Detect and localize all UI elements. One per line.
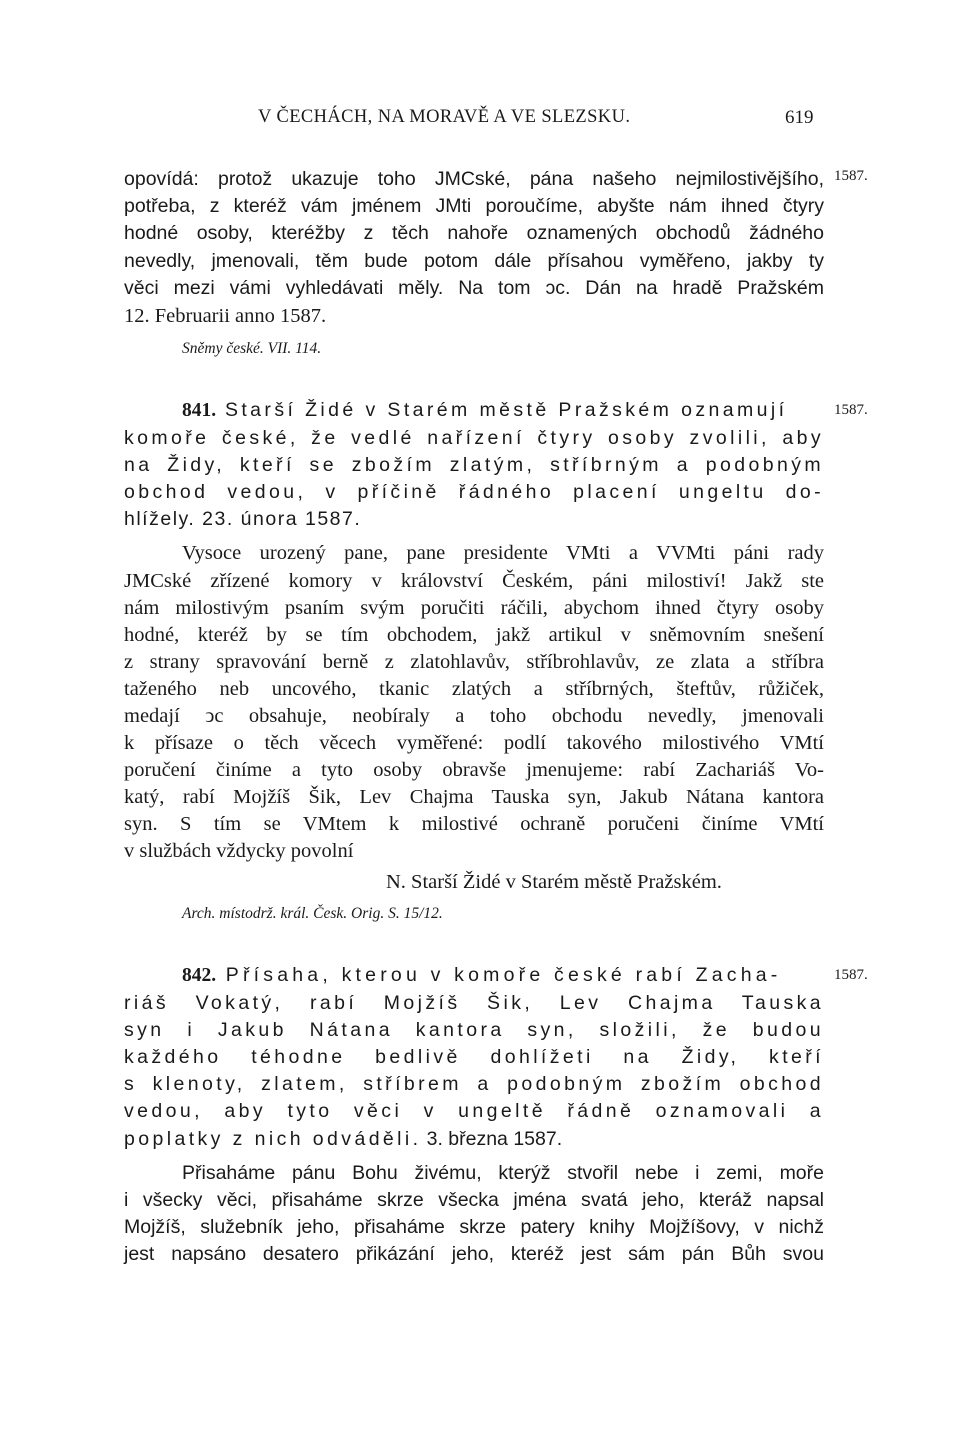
page-number: 619 (785, 107, 814, 128)
text-line: opovídá: protož ukazuje toho JMCské, pána našeho nejmilostivějšího, (124, 168, 824, 190)
document-heading (182, 966, 781, 986)
signature: N. Starší Židé v Starém městě Pražském. (386, 871, 722, 893)
heading-line: s klenoty, zlatem, stříbrem a podobným zbožím obchod (124, 1073, 824, 1095)
body-line: k přísaze o těch věcech vyměřené: podlí takového milostivého VMtí (124, 732, 824, 754)
body-line: v službách vždycky povolní (124, 840, 354, 862)
document-heading (182, 401, 787, 421)
body-line: Vysoce urozený pane, pane presidente VMti a VVMti páni rady (182, 542, 824, 564)
document-number: 842. (182, 965, 217, 986)
body-line: Mojžíš, služebník jeho, přisaháme skrze patery knihy Mojžíšovy, v nichž (124, 1216, 824, 1238)
heading-text: Starší Židé v Starém městě Pražském oznamují (224, 399, 788, 421)
text-line: 12. Februarii anno 1587. (124, 305, 327, 327)
text-line: hodné osoby, kteréžby z těch nahoře oznamených obchodů žádného (124, 222, 824, 244)
heading-text: Přísaha, kterou v komoře české rabí Zacha- (225, 964, 782, 986)
heading-text: poplatky z nich odváděli. (124, 1128, 422, 1150)
heading-line: vedou, aby tyto věci v ungeltě řádně oznamovali a (124, 1100, 824, 1122)
text-line: potřeba, z kteréž vám jménem JMti poroučíme, abyšte nám ihned čtyry (124, 195, 824, 217)
heading-line: hlížely. 23. února 1587. (124, 508, 362, 530)
body-line: katý, rabí Mojžíš Šik, Lev Chajma Tauska syn, Jakub Nátana kantora (124, 786, 824, 808)
text-line: věci mezi vámi vyhledávati měly. Na tom ͻc. Dán na hradě Pražském (124, 277, 824, 299)
heading-line: na Židy, kteří se zbožím zlatým, stříbrným a podobným (124, 454, 824, 476)
heading-line: komoře české, že vedlé nařízení čtyry osoby zvolili, aby (124, 427, 824, 449)
document-number: 841. (182, 400, 217, 421)
body-line: taženého neb uncového, tkanic zlatých a stříbrných, šteftův, růžiček, (124, 678, 824, 700)
margin-year: 1587. (834, 168, 868, 184)
body-line: syn. S tím se VMtem k milostivé ochraně poručeni činíme VMtí (124, 813, 824, 835)
text-line: nevedly, jmenovali, těm bude potom dále přísahou vyměřeno, jakby ty (124, 250, 824, 272)
heading-line: obchod vedou, v příčině řádného placení ungeltu do- (124, 481, 824, 503)
body-line: i všecky věci, přisaháme skrze všecka jména svatá jeho, kteráž napsal (124, 1189, 824, 1211)
body-line: nám milostivým psaním svým poručiti ráčili, abychom ihned čtyry osoby (124, 597, 824, 619)
body-line: poručení činíme a tyto osoby obravše jmenujeme: rabí Zachariáš Vo- (124, 759, 824, 781)
body-line: jest napsáno desatero přikázání jeho, kteréž jest sám pán Bůh svou (124, 1243, 824, 1265)
heading-line: syn i Jakub Nátana kantora syn, složili, že budou (124, 1019, 824, 1041)
body-line: Přisaháme pánu Bohu živému, kterýž stvořil nebe i zemi, moře (182, 1162, 824, 1184)
source-citation: Sněmy české. VII. 114. (182, 340, 322, 357)
heading-line: každého téhodne bedlivě dohlížeti na Židy, kteří (124, 1046, 824, 1068)
heading-line-last (124, 1129, 562, 1150)
body-line: JMCské zřízené komory v království Českém, páni milostiví! Jakž ste (124, 570, 824, 592)
body-line: z strany spravování berně z zlatohlavův, stříbrohlavův, ze zlata a stříbra (124, 651, 824, 673)
body-line: medají ͻc obsahuje, neobíraly a toho obchodu nevedly, jmenovali (124, 705, 824, 727)
heading-line: riáš Vokatý, rabí Mojžíš Šik, Lev Chajma Tauska (124, 992, 824, 1014)
source-citation: Arch. místodrž. král. Česk. Orig. S. 15/12. (182, 905, 443, 922)
margin-year: 1587. (834, 967, 868, 983)
heading-date: 3. března 1587. (426, 1128, 563, 1150)
margin-year: 1587. (834, 402, 868, 418)
body-line: hodné, kteréž by se tím obchodem, jakž artikul v sněmovním snešení (124, 624, 824, 646)
running-head: V ČECHÁCH, NA MORAVĚ A VE SLEZSKU. (258, 107, 631, 127)
